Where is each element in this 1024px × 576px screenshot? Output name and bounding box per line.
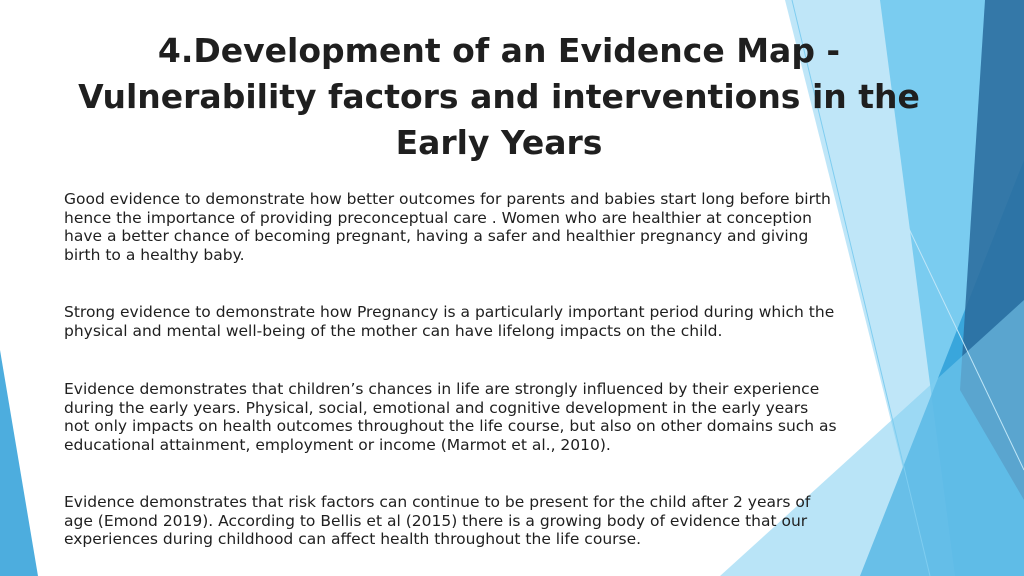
paragraph-3-line-2: during the early years. Physical, social, emotional and cognitive development in the early years (64, 398, 809, 417)
paragraph-risk-factors (64, 493, 944, 549)
paragraph-3-line-4: educational attainment, employment or income (Marmot et al., 2010). (64, 435, 611, 454)
paragraph-1-line-3: have a better chance of becoming pregnant, having a safer and healthier pregnancy and giving (64, 227, 809, 245)
title-line-2: Vulnerability factors and interventions in the (78, 77, 920, 116)
title-line-1: 4.Development of an Evidence Map - (157, 31, 841, 70)
title-line-3: Early Years (395, 123, 603, 162)
paragraph-early-years (64, 380, 944, 454)
paragraph-3-line-3: not only impacts on health outcomes throughout the life course, but also on other domains such as (64, 417, 837, 435)
paragraph-3-line-1: Evidence demonstrates that children’s chances in life are strongly influenced by their experience (64, 380, 820, 398)
left-edge-accent (0, 350, 38, 576)
paragraph-pregnancy (64, 303, 944, 340)
paragraph-4-line-2: age (Emond 2019). According to Bellis et al (2015) there is a growing body of evidence that our (64, 511, 808, 530)
paragraph-4-line-1: Evidence demonstrates that risk factors can continue to be present for the child after 2 years of (64, 493, 811, 511)
paragraph-2-line-2: physical and mental well-being of the mother can have lifelong impacts on the child. (64, 321, 723, 340)
paragraph-1-line-4: birth to a healthy baby. (64, 245, 245, 264)
slide-title (40, 28, 958, 166)
paragraph-1-line-1: Good evidence to demonstrate how better outcomes for parents and babies start long before birth (64, 190, 831, 208)
paragraph-preconception (64, 190, 944, 264)
paragraph-1-line-2: hence the importance of providing preconceptual care . Women who are healthier at conception (64, 208, 812, 227)
paragraph-2-line-1: Strong evidence to demonstrate how Pregnancy is a particularly important period during which the (64, 303, 835, 321)
paragraph-4-line-3: experiences during childhood can affect health throughout the life course. (64, 530, 642, 548)
